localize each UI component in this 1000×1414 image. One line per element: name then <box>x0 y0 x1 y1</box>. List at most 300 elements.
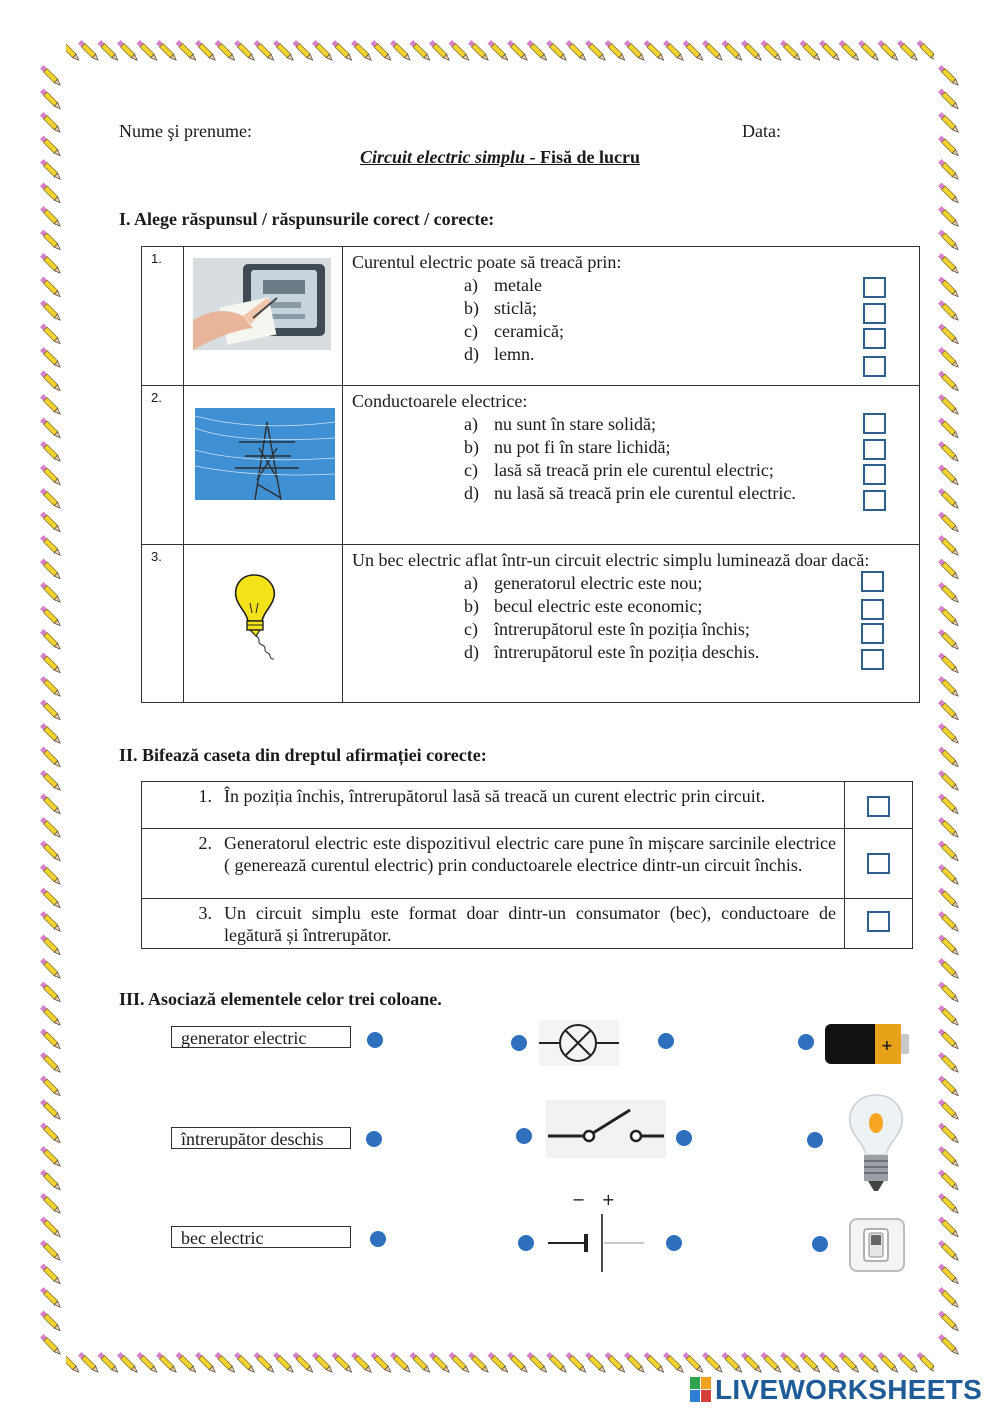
pencil-decoration <box>371 40 393 62</box>
pencil-decoration <box>938 582 960 604</box>
statement-check-cell <box>845 899 913 949</box>
option-letter: a) <box>464 275 478 295</box>
pencil-decoration <box>40 817 62 839</box>
pencil-decoration <box>839 40 861 62</box>
liveworksheets-logo-icon <box>690 1377 712 1403</box>
s2-checkbox-2[interactable] <box>867 853 890 874</box>
match-dot[interactable] <box>676 1130 692 1146</box>
q2-checkbox-c[interactable] <box>863 464 886 485</box>
option-text: generatorul electric este nou; <box>494 573 703 593</box>
question-number: 2. <box>142 386 184 545</box>
pencil-decoration <box>40 747 62 769</box>
option-c <box>464 459 774 482</box>
question-text: Conductoarele electrice: <box>352 391 528 411</box>
option-text: metale <box>494 275 542 295</box>
pencil-decoration <box>527 1352 549 1374</box>
pencil-decoration <box>40 700 62 722</box>
pencil-decoration <box>938 512 960 534</box>
pencil-decoration <box>938 629 960 651</box>
pencil-border-top <box>36 36 964 66</box>
pencil-decoration <box>468 1352 490 1374</box>
match-dot[interactable] <box>511 1035 527 1051</box>
statement-number: 2. <box>142 829 225 899</box>
option-letter: b) <box>464 437 479 457</box>
pencil-decoration <box>488 1352 510 1374</box>
option-letter: c) <box>464 619 478 639</box>
term-generator-electric[interactable]: generator electric <box>171 1026 351 1048</box>
pencil-decoration <box>293 1352 315 1374</box>
pencil-decoration <box>938 911 960 933</box>
match-dot[interactable] <box>812 1236 828 1252</box>
option-d <box>464 641 759 664</box>
question-body <box>343 545 920 703</box>
pencil-decoration <box>938 324 960 346</box>
pencil-decoration <box>644 1352 666 1374</box>
q1-checkbox-a[interactable] <box>863 277 886 298</box>
pencil-decoration <box>938 535 960 557</box>
pencil-decoration <box>938 1311 960 1333</box>
option-text: întrerupătorul este în poziția închis; <box>494 619 750 639</box>
pencil-decoration <box>40 1005 62 1027</box>
pencil-decoration <box>40 1052 62 1074</box>
match-dot[interactable] <box>367 1032 383 1048</box>
pencil-decoration <box>40 300 62 322</box>
pencil-decoration <box>683 1352 705 1374</box>
statement-row <box>142 899 913 949</box>
option-d <box>464 343 535 366</box>
statement-number: 3. <box>142 899 225 949</box>
match-dot[interactable] <box>658 1033 674 1049</box>
option-a <box>464 572 702 595</box>
pencil-decoration <box>605 1352 627 1374</box>
pencil-decoration <box>40 958 62 980</box>
option-a <box>464 413 656 436</box>
pencil-decoration <box>254 40 276 62</box>
pencil-decoration <box>40 982 62 1004</box>
pencil-decoration <box>40 676 62 698</box>
pencil-decoration <box>566 1352 588 1374</box>
option-a <box>464 274 542 297</box>
pencil-decoration <box>40 606 62 628</box>
section2-table <box>141 781 913 949</box>
pencil-decoration <box>938 488 960 510</box>
pencil-decoration <box>624 40 646 62</box>
pencil-decoration <box>371 1352 393 1374</box>
option-text: nu pot fi în stare lichidă; <box>494 437 671 457</box>
power-pylon-photo-icon <box>195 408 335 500</box>
pencil-decoration <box>938 89 960 111</box>
question-body <box>343 247 920 386</box>
pencil-decoration <box>878 40 900 62</box>
q1-checkbox-b[interactable] <box>863 303 886 324</box>
pencil-decoration <box>897 40 919 62</box>
q1-checkbox-d[interactable] <box>863 356 886 377</box>
pencil-decoration <box>78 40 100 62</box>
question-number: 3. <box>142 545 184 703</box>
pencil-decoration <box>938 676 960 698</box>
pencil-decoration <box>234 1352 256 1374</box>
section1-heading: I. Alege răspunsul / răspunsurile corect / corecte: <box>119 209 495 229</box>
pencil-decoration <box>938 230 960 252</box>
battery-picture-icon <box>823 1020 911 1068</box>
pencil-decoration <box>938 1170 960 1192</box>
pencil-decoration <box>819 1352 841 1374</box>
match-dot[interactable] <box>798 1034 814 1050</box>
pencil-decoration <box>938 770 960 792</box>
question-image-cell <box>184 545 343 703</box>
pencil-decoration <box>40 864 62 886</box>
statement-text: Generatorul electric este dispozitivul electric care pune în mișcare sarcinile electrice ( generează curentul electric) prin conductoarele electrice dintr-un circuit închis. <box>224 829 845 899</box>
pencil-decoration <box>938 794 960 816</box>
pencil-decoration <box>40 347 62 369</box>
pencil-decoration <box>938 888 960 910</box>
pencil-decoration <box>40 418 62 440</box>
match-dot[interactable] <box>807 1132 823 1148</box>
pencil-decoration <box>938 1334 960 1356</box>
option-letter: a) <box>464 573 478 593</box>
pencil-decoration <box>938 1123 960 1145</box>
pencil-decoration <box>40 935 62 957</box>
q2-checkbox-d[interactable] <box>863 490 886 511</box>
pencil-decoration <box>40 1146 62 1168</box>
option-text: lemn. <box>494 344 535 364</box>
pencil-decoration <box>938 723 960 745</box>
pencil-decoration <box>507 1352 529 1374</box>
pencil-decoration <box>819 40 841 62</box>
pencil-decoration <box>410 1352 432 1374</box>
pencil-decoration <box>938 1193 960 1215</box>
pencil-decoration <box>98 40 120 62</box>
pencil-decoration <box>449 40 471 62</box>
pencil-decoration <box>938 1052 960 1074</box>
pencil-decoration <box>938 1287 960 1309</box>
option-d <box>464 482 796 505</box>
pencil-decoration <box>722 40 744 62</box>
light-bulb-picture-icon <box>844 1093 908 1193</box>
pencil-decoration <box>332 1352 354 1374</box>
pencil-decoration <box>351 40 373 62</box>
pencil-decoration <box>40 230 62 252</box>
pencil-decoration <box>527 40 549 62</box>
pencil-decoration <box>488 40 510 62</box>
option-b <box>464 436 670 459</box>
question-row <box>142 545 920 703</box>
option-letter: d) <box>464 344 479 364</box>
pencil-decoration <box>40 582 62 604</box>
pencil-decoration <box>410 40 432 62</box>
pencil-decoration <box>40 89 62 111</box>
pencil-decoration <box>254 1352 276 1374</box>
pencil-decoration <box>429 40 451 62</box>
pencil-decoration <box>312 40 334 62</box>
statement-row <box>142 829 913 899</box>
option-text: ceramică; <box>494 321 564 341</box>
pencil-decoration <box>40 888 62 910</box>
pencil-decoration <box>938 277 960 299</box>
q2-checkbox-a[interactable] <box>863 413 886 434</box>
pencil-decoration <box>40 1099 62 1121</box>
question-image-cell <box>184 247 343 386</box>
pencil-decoration <box>878 1352 900 1374</box>
option-letter: c) <box>464 321 478 341</box>
pencil-decoration <box>938 1099 960 1121</box>
pencil-decoration <box>702 1352 724 1374</box>
q3-checkbox-c[interactable] <box>861 623 884 644</box>
pencil-decoration <box>938 653 960 675</box>
pencil-decoration <box>332 40 354 62</box>
pencil-decoration <box>40 512 62 534</box>
option-c <box>464 320 564 343</box>
pencil-decoration <box>722 1352 744 1374</box>
pencil-decoration <box>624 1352 646 1374</box>
pencil-decoration <box>40 183 62 205</box>
pencil-decoration <box>938 1029 960 1051</box>
pencil-decoration <box>215 40 237 62</box>
pencil-decoration <box>117 40 139 62</box>
pencil-border-left <box>36 36 66 1378</box>
pencil-decoration <box>761 1352 783 1374</box>
pencil-decoration <box>40 841 62 863</box>
match-dot[interactable] <box>370 1231 386 1247</box>
battery-signs: − + <box>572 1190 617 1209</box>
option-letter: d) <box>464 642 479 662</box>
statement-text: În poziția închis, întrerupătorul lasă să treacă un curent electric prin circuit. <box>224 782 845 829</box>
pencil-decoration <box>40 441 62 463</box>
pencil-decoration <box>273 40 295 62</box>
pencil-decoration <box>938 841 960 863</box>
pencil-decoration <box>800 40 822 62</box>
pencil-decoration <box>780 1352 802 1374</box>
pencil-decoration <box>780 40 802 62</box>
section2-heading: II. Bifează caseta din dreptul afirmației corecte: <box>119 745 487 765</box>
statement-number: 1. <box>142 782 225 829</box>
pencil-decoration <box>938 864 960 886</box>
q3-checkbox-a[interactable] <box>861 571 884 592</box>
pencil-decoration <box>663 40 685 62</box>
pencil-decoration <box>858 1352 880 1374</box>
pencil-decoration <box>839 1352 861 1374</box>
option-letter: a) <box>464 414 478 434</box>
statement-row <box>142 782 913 829</box>
pencil-decoration <box>585 1352 607 1374</box>
q2-checkbox-b[interactable] <box>863 439 886 460</box>
match-dot[interactable] <box>516 1128 532 1144</box>
pencil-decoration <box>40 1287 62 1309</box>
pencil-decoration <box>938 1146 960 1168</box>
pencil-decoration <box>137 1352 159 1374</box>
pencil-border-right <box>934 36 964 1378</box>
pencil-decoration <box>40 629 62 651</box>
pencil-decoration <box>40 559 62 581</box>
pencil-decoration <box>156 1352 178 1374</box>
pencil-decoration <box>468 40 490 62</box>
pencil-decoration <box>40 488 62 510</box>
pencil-decoration <box>644 40 666 62</box>
term-intrerupator-deschis[interactable]: întrerupător deschis <box>171 1127 351 1149</box>
pencil-decoration <box>215 1352 237 1374</box>
liveworksheets-logo <box>690 1375 990 1405</box>
section1-table <box>141 246 920 703</box>
pencil-decoration <box>938 371 960 393</box>
pencil-decoration <box>40 1334 62 1356</box>
option-b <box>464 595 702 618</box>
pencil-decoration <box>137 40 159 62</box>
pencil-decoration <box>40 794 62 816</box>
date-label: Data: <box>742 121 781 141</box>
pencil-decoration <box>273 1352 295 1374</box>
pencil-decoration <box>98 1352 120 1374</box>
option-letter: b) <box>464 298 479 318</box>
page-title-italic: Circuit electric simplu <box>360 147 525 167</box>
pencil-decoration <box>40 1240 62 1262</box>
pencil-decoration <box>176 1352 198 1374</box>
pencil-decoration <box>40 1217 62 1239</box>
pencil-decoration <box>938 183 960 205</box>
pencil-decoration <box>938 253 960 275</box>
electric-meter-photo-icon <box>193 258 331 350</box>
pencil-decoration <box>40 394 62 416</box>
pencil-decoration <box>40 653 62 675</box>
pencil-decoration <box>605 40 627 62</box>
pencil-decoration <box>40 1170 62 1192</box>
match-dot[interactable] <box>666 1235 682 1251</box>
pencil-decoration <box>429 1352 451 1374</box>
pencil-decoration <box>938 1005 960 1027</box>
pencil-decoration <box>40 1076 62 1098</box>
option-text: nu sunt în stare solidă; <box>494 414 656 434</box>
pencil-decoration <box>390 40 412 62</box>
pencil-decoration <box>938 747 960 769</box>
pencil-decoration <box>40 65 62 87</box>
pencil-decoration <box>40 277 62 299</box>
pencil-decoration <box>938 606 960 628</box>
statement-text: Un circuit simplu este format doar dintr-un consumator (bec), conductoare de legătură și întrerupător. <box>224 899 845 949</box>
match-dot[interactable] <box>518 1235 534 1251</box>
pencil-decoration <box>293 40 315 62</box>
pencil-decoration <box>585 40 607 62</box>
pencil-decoration <box>176 40 198 62</box>
pencil-decoration <box>117 1352 139 1374</box>
pencil-decoration <box>938 982 960 1004</box>
option-c <box>464 618 750 641</box>
name-label: Nume şi prenume: <box>119 121 252 141</box>
q3-checkbox-b[interactable] <box>861 599 884 620</box>
statement-check-cell <box>845 829 913 899</box>
question-image-cell <box>184 386 343 545</box>
pencil-decoration <box>40 112 62 134</box>
pencil-decoration <box>40 253 62 275</box>
battery-symbol-icon <box>546 1212 646 1274</box>
pencil-decoration <box>761 40 783 62</box>
open-switch-symbol-icon <box>546 1100 666 1158</box>
pencil-decoration <box>40 371 62 393</box>
pencil-decoration <box>800 1352 822 1374</box>
pencil-decoration <box>938 1240 960 1262</box>
option-letter: d) <box>464 483 479 503</box>
question-row <box>142 247 920 386</box>
option-text: becul electric este economic; <box>494 596 703 616</box>
pencil-decoration <box>40 1123 62 1145</box>
pencil-decoration <box>40 911 62 933</box>
pencil-decoration <box>40 1193 62 1215</box>
pencil-decoration <box>40 1029 62 1051</box>
pencil-decoration <box>938 347 960 369</box>
pencil-decoration <box>741 40 763 62</box>
pencil-decoration <box>938 465 960 487</box>
option-text: lasă să treacă prin ele curentul electric; <box>494 460 774 480</box>
statement-check-cell <box>845 782 913 829</box>
option-letter: c) <box>464 460 478 480</box>
pencil-decoration <box>195 40 217 62</box>
pencil-decoration <box>234 40 256 62</box>
option-letter: b) <box>464 596 479 616</box>
pencil-decoration <box>40 1264 62 1286</box>
option-text: nu lasă să treacă prin ele curentul electric. <box>494 483 796 503</box>
pencil-decoration <box>938 418 960 440</box>
s2-checkbox-3[interactable] <box>867 911 890 932</box>
pencil-decoration <box>312 1352 334 1374</box>
option-text: sticlă; <box>494 298 537 318</box>
pencil-decoration <box>702 40 724 62</box>
pencil-decoration <box>507 40 529 62</box>
pencil-decoration <box>78 1352 100 1374</box>
pencil-decoration <box>40 324 62 346</box>
pencil-decoration <box>351 1352 373 1374</box>
pencil-decoration <box>938 935 960 957</box>
question-body <box>343 386 920 545</box>
question-text: Curentul electric poate să treacă prin: <box>352 252 622 272</box>
wall-switch-picture-icon <box>848 1217 906 1273</box>
pencil-decoration <box>156 40 178 62</box>
question-text: Un bec electric aflat într-un circuit electric simplu luminează doar dacă: <box>352 550 870 570</box>
q3-checkbox-d[interactable] <box>861 649 884 670</box>
lamp-symbol-icon <box>539 1020 619 1066</box>
option-text: întrerupătorul este în poziția deschis. <box>494 642 760 662</box>
question-row <box>142 386 920 545</box>
pencil-decoration <box>663 1352 685 1374</box>
pencil-decoration <box>938 112 960 134</box>
page-title-rest: - Fisă de lucru <box>525 147 640 167</box>
pencil-decoration <box>938 559 960 581</box>
pencil-decoration <box>566 40 588 62</box>
page-title <box>0 146 1000 168</box>
pencil-decoration <box>546 40 568 62</box>
pencil-decoration <box>546 1352 568 1374</box>
pencil-decoration <box>683 40 705 62</box>
light-bulb-drawing-icon <box>232 573 292 663</box>
section3-heading: III. Asociază elementele celor trei coloane. <box>119 989 442 1009</box>
q1-checkbox-c[interactable] <box>863 328 886 349</box>
term-bec-electric[interactable]: bec electric <box>171 1226 351 1248</box>
pencil-decoration <box>858 40 880 62</box>
s2-checkbox-1[interactable] <box>867 796 890 817</box>
pencil-decoration <box>741 1352 763 1374</box>
pencil-decoration <box>40 465 62 487</box>
pencil-decoration <box>40 1311 62 1333</box>
pencil-decoration <box>938 1264 960 1286</box>
liveworksheets-brand: LIVEWORKSHEETS <box>715 1374 983 1405</box>
pencil-decoration <box>40 770 62 792</box>
pencil-decoration <box>195 1352 217 1374</box>
pencil-decoration <box>938 958 960 980</box>
pencil-decoration <box>938 206 960 228</box>
match-dot[interactable] <box>366 1131 382 1147</box>
option-b <box>464 297 537 320</box>
pencil-decoration <box>938 700 960 722</box>
pencil-decoration <box>938 1217 960 1239</box>
pencil-decoration <box>938 394 960 416</box>
pencil-decoration <box>40 723 62 745</box>
